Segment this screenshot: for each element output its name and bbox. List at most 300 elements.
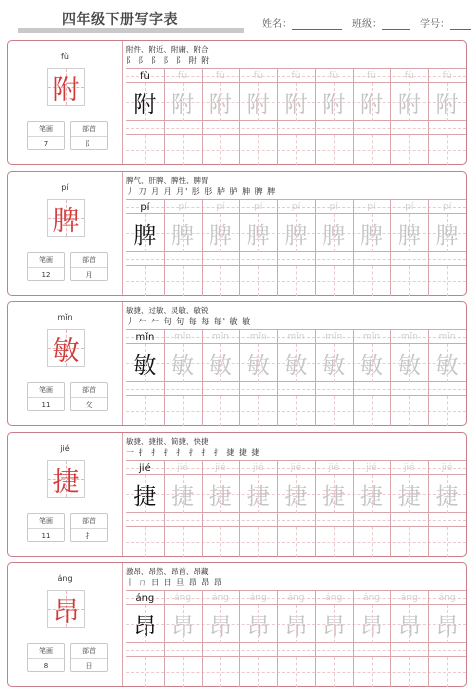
practice-panel — [123, 172, 466, 295]
pinyin-guide-line — [126, 520, 466, 521]
character-trace[interactable]: 脾 — [246, 222, 270, 249]
grid-center-line — [372, 527, 373, 557]
blank-pinyin-row — [126, 121, 466, 135]
grid-center-line — [296, 83, 297, 121]
grid-center-line — [296, 396, 297, 426]
grid-center-line — [145, 527, 146, 557]
grid-center-line — [258, 396, 259, 426]
pinyin-model: fù — [139, 70, 150, 82]
grid-center-line — [372, 83, 373, 121]
grid-center-line — [409, 527, 410, 557]
grid-column-line — [239, 591, 240, 687]
grid-center-line — [372, 396, 373, 426]
grid-column-line — [428, 461, 429, 557]
grid-column-line — [202, 330, 203, 426]
grid-center-line — [258, 344, 259, 382]
pinyin-trace[interactable]: jié — [404, 463, 415, 473]
grid-center-line — [296, 214, 297, 252]
student-no-label: 学号： — [420, 19, 450, 30]
stroke-order: 丨 ㄇ 日 日 旦 昂 昂 昂 — [126, 578, 223, 587]
character-trace[interactable]: 脾 — [397, 222, 421, 249]
grid-center-line — [258, 83, 259, 121]
character-trace[interactable]: 捷 — [360, 483, 384, 510]
grid-column-line — [239, 330, 240, 426]
stroke-count-box — [27, 382, 65, 411]
grid-center-line — [409, 266, 410, 296]
grid-center-line — [447, 214, 448, 252]
grid-center-line — [334, 344, 335, 382]
pinyin-trace[interactable]: fù — [367, 71, 376, 81]
radical-box — [70, 513, 108, 542]
pinyin-trace[interactable]: fù — [253, 71, 263, 81]
grid-center-line — [258, 657, 259, 687]
radical-label: 部首 — [71, 644, 107, 659]
character-trace[interactable]: 捷 — [208, 483, 232, 510]
pinyin-trace[interactable]: jié — [290, 463, 302, 473]
character-trace[interactable]: 昂 — [322, 613, 346, 640]
practice-grid — [126, 460, 466, 556]
pinyin-guide-line — [126, 650, 466, 651]
grid-center-line — [447, 475, 448, 513]
stroke-count-box — [27, 121, 65, 150]
stroke-count-box — [27, 252, 65, 281]
pinyin-trace[interactable]: jié — [441, 463, 453, 473]
grid-center-line — [145, 214, 146, 252]
character-card — [7, 562, 467, 687]
name-field[interactable] — [292, 20, 342, 30]
pinyin-model: mǐn — [135, 331, 155, 343]
stroke-count-label: 笔画 — [28, 514, 64, 529]
character-trace[interactable]: 昂 — [397, 613, 421, 640]
grid-center-line — [334, 396, 335, 426]
stroke-order: 阝 阝 阝 阝 阝 附 附 — [126, 56, 211, 65]
stroke-count-value: 11 — [41, 532, 51, 540]
pinyin-trace[interactable]: mǐn — [438, 332, 456, 342]
student-no-field[interactable] — [450, 20, 471, 30]
character-trace[interactable]: 附 — [322, 91, 346, 118]
grid-center-line — [447, 135, 448, 165]
pinyin-trace[interactable]: fù — [215, 71, 225, 81]
character-display: 附 — [52, 74, 80, 106]
grid-center-line — [372, 266, 373, 296]
stroke-count-value: 11 — [41, 401, 51, 409]
grid-column-line — [164, 591, 165, 687]
class-label: 班级： — [352, 19, 382, 30]
pinyin-trace[interactable]: jié — [177, 463, 188, 473]
practice-grid — [126, 329, 466, 425]
radical-value: 日 — [85, 662, 93, 670]
grid-center-line — [296, 657, 297, 687]
character-trace[interactable]: 昂 — [246, 613, 270, 640]
character-model: 昂 — [133, 613, 157, 640]
pinyin-trace[interactable]: fù — [442, 71, 452, 81]
grid-center-line — [447, 266, 448, 296]
character-display: 敏 — [52, 335, 80, 367]
radical-box — [70, 252, 108, 281]
character-display-box — [47, 329, 85, 367]
grid-center-line — [145, 135, 146, 165]
grid-column-line — [277, 330, 278, 426]
grid-center-line — [296, 475, 297, 513]
pinyin-trace[interactable]: áng — [438, 593, 456, 603]
practice-grid — [126, 199, 466, 295]
grid-center-line — [296, 605, 297, 643]
character-trace[interactable]: 敏 — [322, 352, 346, 379]
example-words: 脾气、肝脾、脾性、脾胃 — [126, 176, 209, 185]
grid-center-line — [220, 83, 221, 121]
grid-column-line — [164, 69, 165, 165]
grid-center-line — [258, 266, 259, 296]
grid-center-line — [220, 605, 221, 643]
character-trace[interactable]: 捷 — [284, 483, 308, 510]
pinyin-trace[interactable]: pí — [178, 202, 187, 212]
grid-center-line — [145, 657, 146, 687]
grid-center-line — [183, 266, 184, 296]
grid-center-line — [145, 83, 146, 121]
grid-center-line — [447, 657, 448, 687]
practice-panel — [123, 41, 466, 164]
pinyin-trace[interactable]: pí — [367, 202, 376, 212]
pinyin-trace[interactable]: pí — [254, 202, 263, 212]
grid-center-line — [183, 214, 184, 252]
character-trace[interactable]: 敏 — [435, 352, 459, 379]
grid-center-line — [183, 135, 184, 165]
grid-column-line — [202, 200, 203, 296]
character-display: 昂 — [52, 596, 80, 628]
character-trace[interactable]: 脾 — [284, 222, 308, 249]
character-trace[interactable]: 捷 — [397, 483, 421, 510]
grid-column-line — [428, 200, 429, 296]
pinyin-trace[interactable]: mǐn — [249, 332, 267, 342]
grid-center-line — [145, 475, 146, 513]
character-trace[interactable]: 昂 — [208, 613, 232, 640]
class-field[interactable] — [382, 20, 410, 30]
grid-column-line — [164, 461, 165, 557]
grid-center-line — [258, 605, 259, 643]
pinyin-row — [126, 461, 466, 475]
stroke-count-label: 笔画 — [28, 122, 64, 137]
pinyin-row — [126, 591, 466, 605]
pinyin-trace[interactable]: mǐn — [174, 332, 192, 342]
grid-column-line — [239, 200, 240, 296]
grid-center-line — [296, 344, 297, 382]
grid-column-line — [428, 69, 429, 165]
pinyin-trace[interactable]: mǐn — [363, 332, 381, 342]
grid-column-line — [315, 330, 316, 426]
grid-center-line — [220, 266, 221, 296]
radical-value: 阝 — [85, 140, 93, 148]
grid-center-line — [409, 135, 410, 165]
character-trace[interactable]: 附 — [208, 91, 232, 118]
radical-box — [70, 382, 108, 411]
grid-center-line — [145, 396, 146, 426]
grid-column-line — [390, 69, 391, 165]
grid-column-line — [277, 200, 278, 296]
practice-grid — [126, 590, 466, 686]
grid-center-line — [372, 605, 373, 643]
pinyin-trace[interactable]: áng — [287, 593, 305, 603]
character-trace[interactable]: 捷 — [246, 483, 270, 510]
grid-center-line — [145, 605, 146, 643]
grid-center-line — [145, 266, 146, 296]
pinyin-trace[interactable]: mǐn — [400, 332, 418, 342]
pinyin-trace[interactable]: jié — [252, 463, 264, 473]
stroke-order: 丿 𠂉 𠂉 句 句 每 每 每' 敏 敏 — [126, 317, 252, 326]
pinyin-guide-line — [126, 259, 466, 260]
stroke-count-value: 7 — [43, 140, 49, 148]
pinyin-row — [126, 69, 466, 83]
practice-grid — [126, 68, 466, 164]
character-card — [7, 40, 467, 165]
character-info-panel — [8, 563, 123, 686]
radical-box — [70, 643, 108, 672]
grid-column-line — [202, 69, 203, 165]
grid-center-line — [183, 475, 184, 513]
pinyin-model: jié — [139, 462, 151, 474]
grid-center-line — [447, 396, 448, 426]
character-pinyin: áng — [57, 574, 73, 583]
grid-center-line — [258, 135, 259, 165]
character-trace[interactable]: 脾 — [171, 222, 195, 249]
character-display: 捷 — [52, 466, 80, 498]
grid-center-line — [220, 475, 221, 513]
pinyin-trace[interactable]: fù — [291, 71, 301, 81]
pinyin-trace[interactable]: jié — [328, 463, 340, 473]
stroke-count-label: 笔画 — [28, 644, 64, 659]
grid-column-line — [353, 591, 354, 687]
pinyin-trace[interactable]: pí — [291, 202, 301, 212]
grid-column-line — [164, 200, 165, 296]
radical-value: 扌 — [85, 532, 93, 540]
page-header — [0, 0, 471, 36]
grid-center-line — [220, 344, 221, 382]
character-trace[interactable]: 敏 — [284, 352, 308, 379]
character-info-panel — [8, 41, 123, 164]
grid-column-line — [239, 69, 240, 165]
character-model: 附 — [133, 91, 157, 118]
character-model: 敏 — [133, 352, 157, 379]
example-words: 附件、附近、附庸、附合 — [126, 45, 209, 54]
grid-center-line — [220, 214, 221, 252]
radical-label: 部首 — [71, 383, 107, 398]
grid-center-line — [220, 527, 221, 557]
pinyin-trace[interactable]: áng — [363, 593, 380, 603]
grid-column-line — [428, 330, 429, 426]
character-info-panel — [8, 433, 123, 556]
grid-center-line — [409, 605, 410, 643]
character-trace[interactable]: 脾 — [435, 222, 459, 249]
radical-value: 月 — [85, 271, 93, 279]
practice-panel — [123, 302, 466, 425]
grid-center-line — [258, 214, 259, 252]
grid-center-line — [409, 396, 410, 426]
character-trace[interactable]: 附 — [246, 91, 270, 118]
pinyin-trace[interactable]: áng — [249, 593, 267, 603]
pinyin-trace[interactable]: pí — [216, 202, 225, 212]
grid-column-line — [390, 330, 391, 426]
stroke-count-value: 8 — [43, 662, 49, 670]
student-info-fields — [262, 15, 471, 30]
radical-label: 部首 — [71, 514, 107, 529]
grid-center-line — [258, 475, 259, 513]
grid-column-line — [428, 591, 429, 687]
character-pinyin: mǐn — [57, 313, 73, 322]
character-pinyin: jié — [60, 444, 70, 453]
pinyin-trace[interactable]: pí — [405, 202, 414, 212]
grid-center-line — [409, 344, 410, 382]
grid-center-line — [220, 657, 221, 687]
grid-center-line — [334, 83, 335, 121]
pinyin-model: pí — [140, 201, 150, 213]
stroke-count-box — [27, 643, 65, 672]
pinyin-trace[interactable]: jié — [366, 463, 377, 473]
character-trace[interactable]: 敏 — [397, 352, 421, 379]
pinyin-trace[interactable]: fù — [329, 71, 339, 81]
character-trace[interactable]: 昂 — [360, 613, 384, 640]
grid-center-line — [334, 266, 335, 296]
character-trace[interactable]: 昂 — [435, 613, 459, 640]
pinyin-trace[interactable]: fù — [178, 71, 188, 81]
character-display-box — [47, 460, 85, 498]
grid-center-line — [372, 657, 373, 687]
pinyin-trace[interactable]: áng — [211, 593, 229, 603]
example-words: 激昂、昂然、昂首、昂藏 — [126, 567, 209, 576]
character-card — [7, 171, 467, 296]
blank-pinyin-row — [126, 382, 466, 396]
grid-column-line — [353, 200, 354, 296]
grid-center-line — [296, 135, 297, 165]
character-trace[interactable]: 捷 — [171, 483, 195, 510]
example-words: 敏捷、过敏、灵敏、敏锐 — [126, 306, 209, 315]
character-display: 脾 — [52, 205, 80, 237]
practice-panel — [123, 433, 466, 556]
stroke-count-value: 12 — [41, 271, 51, 279]
character-trace[interactable]: 昂 — [284, 613, 308, 640]
grid-center-line — [334, 605, 335, 643]
name-label: 姓名： — [262, 19, 292, 30]
character-trace[interactable]: 附 — [360, 91, 384, 118]
grid-column-line — [315, 591, 316, 687]
pinyin-row — [126, 200, 466, 214]
character-trace[interactable]: 附 — [284, 91, 308, 118]
grid-center-line — [334, 475, 335, 513]
grid-center-line — [447, 344, 448, 382]
character-trace[interactable]: 附 — [171, 91, 195, 118]
pinyin-model: áng — [135, 592, 155, 604]
pinyin-trace[interactable]: áng — [325, 593, 343, 603]
pinyin-guide-line — [126, 389, 466, 390]
grid-center-line — [409, 83, 410, 121]
pinyin-trace[interactable]: pí — [442, 202, 452, 212]
grid-center-line — [372, 135, 373, 165]
character-display-box — [47, 199, 85, 237]
blank-pinyin-row — [126, 643, 466, 657]
radical-label: 部首 — [71, 122, 107, 137]
character-trace[interactable]: 敏 — [171, 352, 195, 379]
grid-column-line — [315, 69, 316, 165]
grid-center-line — [145, 344, 146, 382]
character-info-panel — [8, 302, 123, 425]
radical-value: 攵 — [85, 401, 93, 409]
character-card — [7, 301, 467, 426]
grid-center-line — [183, 83, 184, 121]
pinyin-trace[interactable]: mǐn — [287, 332, 305, 342]
character-trace[interactable]: 敏 — [246, 352, 270, 379]
practice-panel — [123, 563, 466, 686]
grid-center-line — [447, 605, 448, 643]
pinyin-trace[interactable]: jié — [215, 463, 226, 473]
grid-center-line — [258, 527, 259, 557]
pinyin-trace[interactable]: fù — [404, 71, 414, 81]
grid-column-line — [390, 461, 391, 557]
pinyin-guide-line — [126, 128, 466, 129]
pinyin-trace[interactable]: mǐn — [325, 332, 343, 342]
stroke-order: 一 扌 扌 扌 扌 扌 扌 扌 捷 捷 捷 — [126, 448, 261, 457]
grid-column-line — [353, 461, 354, 557]
grid-column-line — [390, 591, 391, 687]
grid-column-line — [315, 461, 316, 557]
character-model: 脾 — [133, 222, 157, 249]
pinyin-trace[interactable]: pí — [329, 202, 338, 212]
character-trace[interactable]: 脾 — [208, 222, 232, 249]
grid-column-line — [277, 591, 278, 687]
pinyin-row — [126, 330, 466, 344]
grid-center-line — [220, 396, 221, 426]
grid-center-line — [183, 527, 184, 557]
character-trace[interactable]: 脾 — [360, 222, 384, 249]
blank-pinyin-row — [126, 252, 466, 266]
grid-column-line — [390, 200, 391, 296]
stroke-count-label: 笔画 — [28, 383, 64, 398]
title-underline — [18, 28, 244, 33]
grid-center-line — [296, 266, 297, 296]
character-info-panel — [8, 172, 123, 295]
grid-center-line — [334, 527, 335, 557]
character-trace[interactable]: 附 — [435, 91, 459, 118]
grid-center-line — [447, 527, 448, 557]
example-words: 敏捷、捷报、简捷、快捷 — [126, 437, 209, 446]
character-trace[interactable]: 捷 — [435, 483, 459, 510]
grid-center-line — [447, 83, 448, 121]
character-trace[interactable]: 敏 — [360, 352, 384, 379]
grid-center-line — [372, 475, 373, 513]
character-pinyin: pí — [61, 183, 69, 192]
grid-column-line — [202, 461, 203, 557]
character-trace[interactable]: 脾 — [322, 222, 346, 249]
grid-center-line — [334, 657, 335, 687]
character-trace[interactable]: 附 — [397, 91, 421, 118]
blank-pinyin-row — [126, 513, 466, 527]
character-pinyin: fù — [61, 52, 69, 61]
character-trace[interactable]: 昂 — [171, 613, 195, 640]
stroke-order: 丿 刀 月 月 月' 肜 肜 胪 胪 胂 脾 脾 — [126, 187, 277, 196]
pinyin-trace[interactable]: áng — [174, 593, 192, 603]
grid-center-line — [183, 605, 184, 643]
pinyin-trace[interactable]: áng — [400, 593, 418, 603]
grid-column-line — [239, 461, 240, 557]
character-model: 捷 — [133, 483, 157, 510]
grid-center-line — [183, 344, 184, 382]
stroke-count-box — [27, 513, 65, 542]
page-title: 四年级下册写字表 — [62, 12, 178, 28]
grid-center-line — [409, 475, 410, 513]
character-trace[interactable]: 捷 — [322, 483, 346, 510]
grid-column-line — [315, 200, 316, 296]
pinyin-trace[interactable]: mǐn — [211, 332, 229, 342]
grid-center-line — [372, 344, 373, 382]
grid-center-line — [409, 657, 410, 687]
character-trace[interactable]: 敏 — [208, 352, 232, 379]
